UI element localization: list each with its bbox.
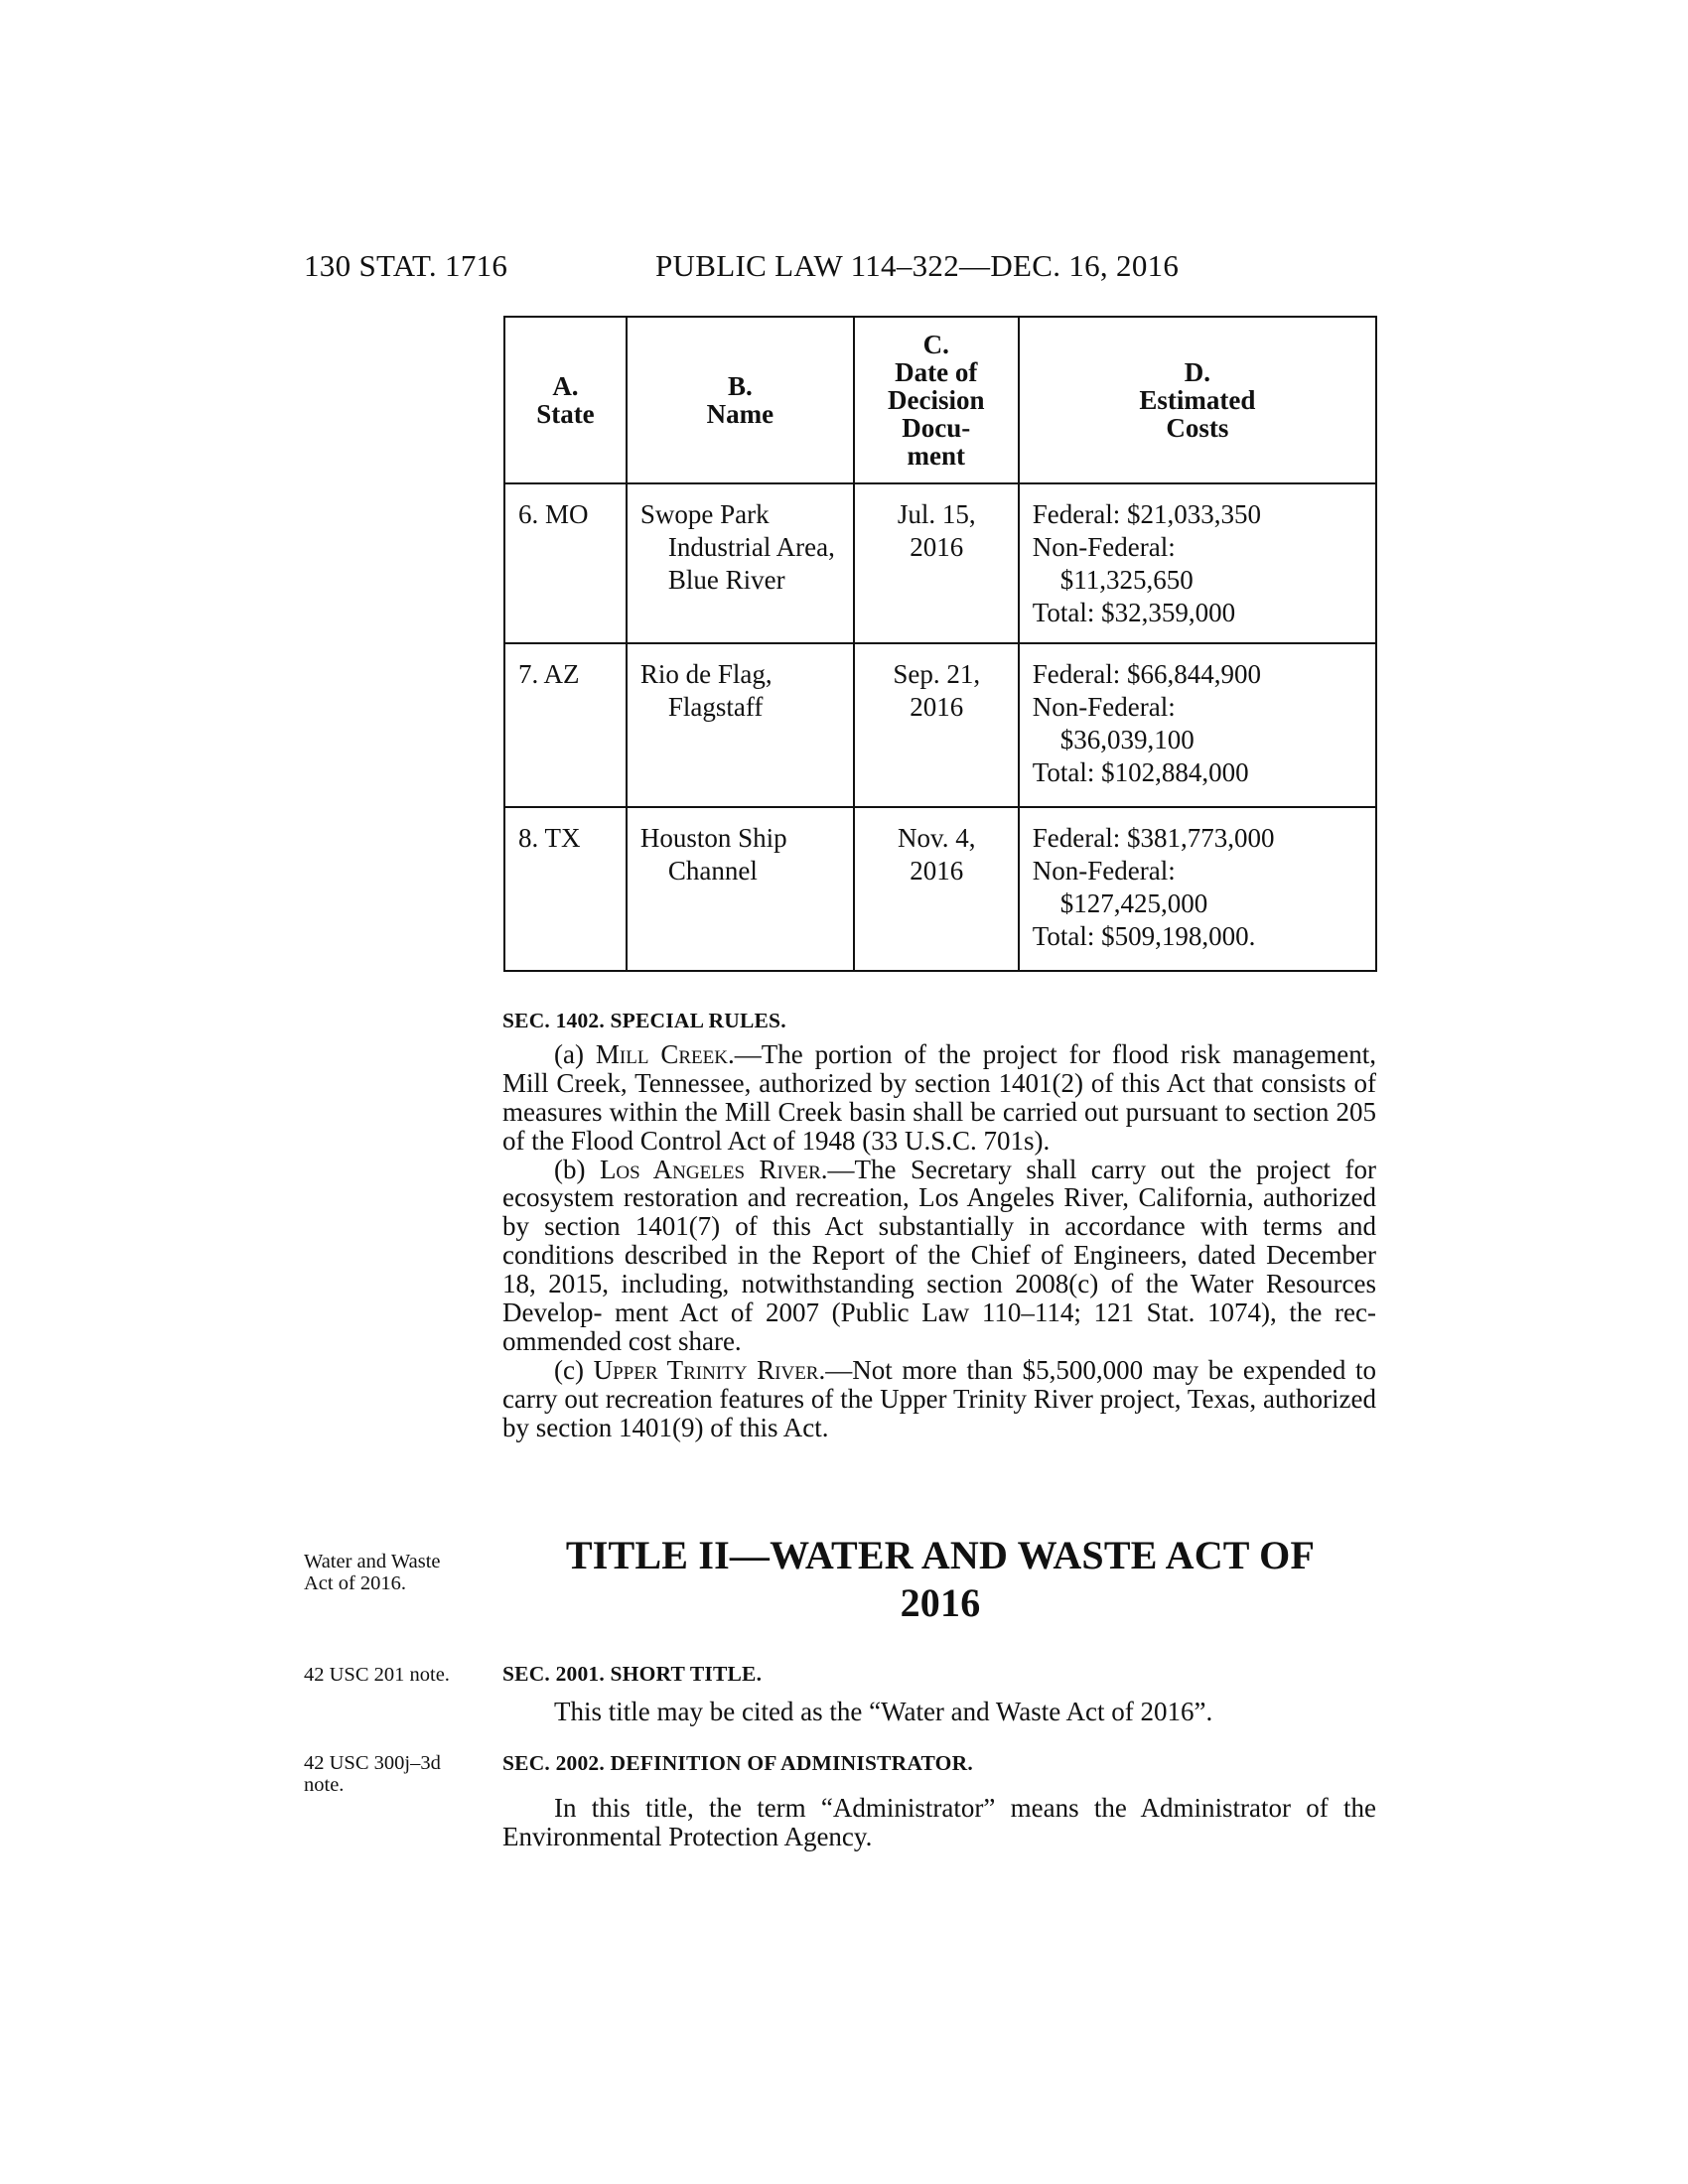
title-heading: TITLE II—WATER AND WASTE ACT OF 2016	[565, 1533, 1316, 1625]
table-row	[504, 643, 1376, 807]
table-header-row	[504, 317, 1376, 483]
running-header-law: PUBLIC LAW 114–322—DEC. 16, 2016	[655, 248, 1180, 283]
page-stat-citation: 130 STAT. 1716	[304, 248, 508, 283]
cell-date: Sep. 21, 2016	[854, 643, 1019, 807]
table-row	[504, 483, 1376, 643]
section-text: This title may be cited as the “Water and Waste Act of 2016”.	[554, 1696, 1213, 1726]
cell-name: Rio de Flag, Flagstaff	[627, 643, 854, 807]
cell-name: Swope Park Industrial Area, Blue River	[627, 483, 854, 643]
table-row	[504, 807, 1376, 971]
cell-name: Houston Ship Channel	[627, 807, 854, 971]
cell-costs: Federal: $21,033,350 Non-Federal: $11,325,650 Total: $32,359,000	[1019, 483, 1376, 643]
caption-los-angeles-river: Los Angeles River	[599, 1154, 821, 1184]
paragraph-a: (a) Mill Creek.—The portion of the project for flood risk management, Mill Creek, Tennessee, authorized by section 1401(2) of this Act that consists of measures within the Mill Creek basin shall be carried out pursuant to section 205 of the Flood Control Act of 1948 (33 U.S.C. 701s).	[502, 1038, 1377, 1156]
caption-mill-creek: Mill Creek	[595, 1038, 728, 1069]
cell-costs: Federal: $66,844,900 Non-Federal: $36,039,100 Total: $102,884,000	[1019, 643, 1376, 807]
col-header-costs: D. Estimated Costs	[1019, 317, 1376, 483]
cell-costs: Federal: $381,773,000 Non-Federal: $127,425,000 Total: $509,198,000.	[1019, 807, 1376, 971]
caption-upper-trinity-river: Upper Trinity River	[593, 1354, 819, 1385]
paragraph-c: (c) Upper Trinity River.—Not more than $5,500,000 may be expended to carry out recreation features of the Upper Trinity River project, Texas, authorized by section 1401(9) of this Act.	[502, 1354, 1376, 1442]
col-header-date: C. Date of Decision Docu- ment	[854, 317, 1019, 483]
section-heading: SEC. 1402. SPECIAL RULES.	[502, 1009, 786, 1032]
section-text: In this title, the term “Administrator” means the Administrator of the Environmental Protection Agency.	[502, 1792, 1376, 1851]
col-header-name: B. Name	[627, 317, 854, 483]
cell-state: 8. TX	[504, 807, 627, 971]
section-heading: SEC. 2002. DEFINITION OF ADMINISTRATOR.	[502, 1751, 973, 1775]
section-2002	[502, 1749, 1376, 1851]
section-1402	[502, 1007, 1376, 1442]
col-header-state: A. State	[504, 317, 627, 483]
margin-note-short-title: Water and Waste Act of 2016.	[304, 1551, 441, 1594]
cell-date: Jul. 15, 2016	[854, 483, 1019, 643]
project-costs-table	[503, 316, 1377, 972]
cell-state: 6. MO	[504, 483, 627, 643]
margin-note-usc-201: 42 USC 201 note.	[304, 1664, 450, 1686]
section-2001	[502, 1660, 1376, 1726]
cell-date: Nov. 4, 2016	[854, 807, 1019, 971]
cell-state: 7. AZ	[504, 643, 627, 807]
paragraph-b: (b) Los Angeles River.—The Secretary shall carry out the project for ecosystem restoration and recreation, Los Angeles River, California, authorized by section 1401(7) of this Act substantially in accordance with terms and conditions described in the Report of the Chief of Engineers, dated December 18, 2015, including, notwithstanding section 2008(c) of the Water Resources Develop- ment Act of 2007 (Public Law 110–114; 121 Stat. 1074), the rec- ommended cost share.	[502, 1154, 1376, 1356]
margin-note-usc-300j: 42 USC 300j–3d note.	[304, 1752, 441, 1796]
section-heading: SEC. 2001. SHORT TITLE.	[502, 1662, 763, 1686]
